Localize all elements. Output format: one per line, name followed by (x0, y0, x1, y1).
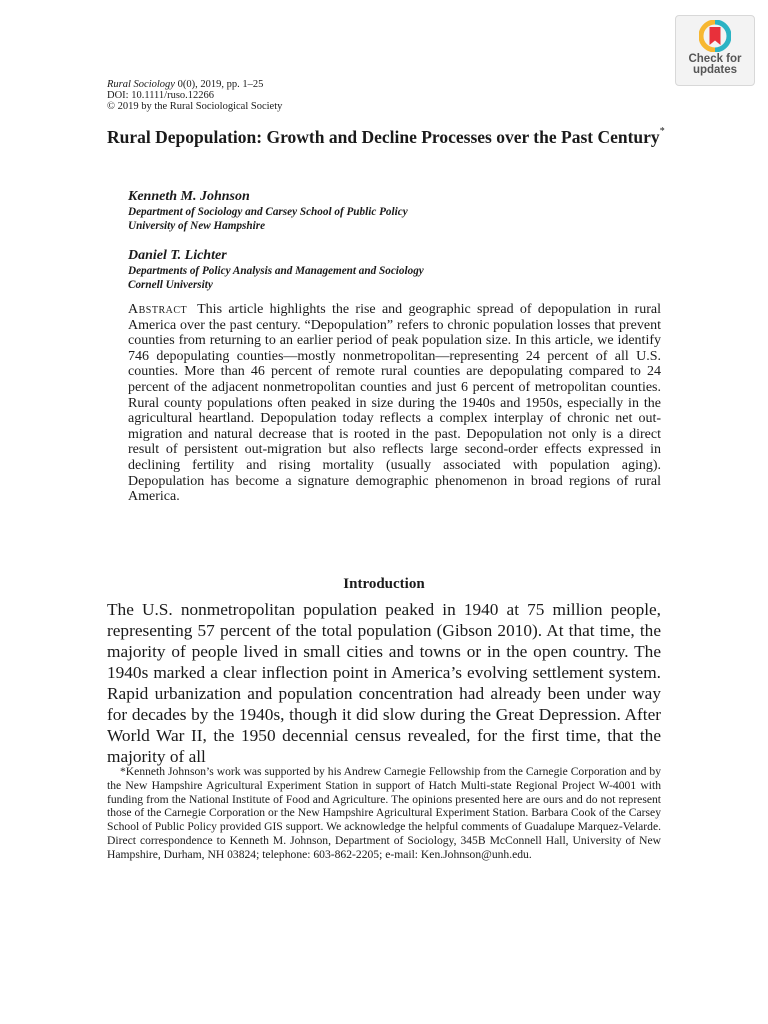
abstract-label: Abstract (128, 302, 188, 317)
section-heading-introduction: Introduction (343, 576, 425, 592)
abstract (128, 302, 661, 505)
author-institution: Cornell University (128, 279, 213, 291)
check-for-updates-button[interactable] (675, 15, 755, 86)
title-footnote-mark: * (659, 126, 665, 137)
article-title-text: Rural Depopulation: Growth and Decline Processes over the Past Century (107, 127, 660, 147)
author-affiliation: Departments of Policy Analysis and Management and Sociology (128, 265, 424, 277)
check-for-updates-line2: updates (692, 64, 738, 76)
check-for-updates-label (676, 54, 754, 76)
journal-name: Rural Sociology (107, 79, 175, 90)
footnote: *Kenneth Johnson’s work was supported by his Andrew Carnegie Fellowship from the Carnegie Corporation and by the New Hampshire Agricultural Experiment Station in support of Hatch Multi-state Regional Project W-4001 with funding from the National Institute of Food and Agriculture. The opinions presented here are ours and do not represent those of the Carnegie Corporation or the New Hampshire Agricultural Experiment Station. Barbara Cook of the Carsey School of Public Policy provided GIS support. We acknowledge the helpful comments of Guadalupe Marquez-Velarde. Direct correspondence to Kenneth M. Johnson, Department of Sociology, 345B McConnell Hall, University of New Hampshire, Durham, NH 03824; telephone: 603-862-2205; e-mail: Ken.Johnson@unh.edu. (107, 765, 661, 861)
author-block-2 (128, 248, 668, 292)
bookmark-ring-icon (699, 20, 731, 52)
author-affiliation: Department of Sociology and Carsey School of Public Policy (128, 206, 408, 218)
journal-citation-block (107, 79, 427, 112)
author-name: Daniel T. Lichter (128, 248, 227, 263)
journal-citation: 0(0), 2019, pp. 1–25 (174, 79, 264, 90)
abstract-text: This article highlights the rise and geographic spread of depopulation in rural America over the past century. “Depopulation” refers to chronic population losses that prevent counties from returning to an earlier period of peak population size. In this article, we identify 746 depopulating counties—mostly nonmetropolitan—representing 24 percent of all U.S. counties. More than 46 percent of remote rural counties are depopulating compared to 24 percent of the adjacent nonmetropolitan counties and just 6 percent of metropolitan counties. Rural county populations often peaked in size during the 1940s and 1950s, especially in the agricultural heartland. Depopulation today reflects a complex interplay of chronic net out-migration and natural decrease that is rooted in the past. Depopulation not only is a direct result of persistent out-migration but also reflects large second-order effects expressed in declining fertility and rising mortality (usually associated with population aging). Depopulation has become a signature demographic phenomenon in broad regions of rural America. (128, 302, 661, 505)
author-name: Kenneth M. Johnson (128, 189, 250, 204)
body-paragraph: The U.S. nonmetropolitan population peaked in 1940 at 75 million people, representing 57 percent of the total population (Gibson 2010). At that time, the majority of people lived in small cities and towns or in the open country. The 1940s marked a clear inflection point in America’s evolving settlement system. Rapid urbanization and population concentration had already been under way for decades by the 1940s, though it did slow during the Great Depression. After World War II, the 1950 decennial census revealed, for the first time, that the majority of all (107, 600, 661, 766)
journal-citation-line (107, 79, 427, 90)
check-for-updates-line1: Check for (688, 53, 742, 65)
journal-doi: DOI: 10.1111/ruso.12266 (107, 90, 215, 101)
article-title (107, 121, 667, 148)
author-block-1 (128, 189, 668, 233)
journal-copyright: © 2019 by the Rural Sociological Society (107, 101, 283, 112)
author-institution: University of New Hampshire (128, 220, 266, 232)
